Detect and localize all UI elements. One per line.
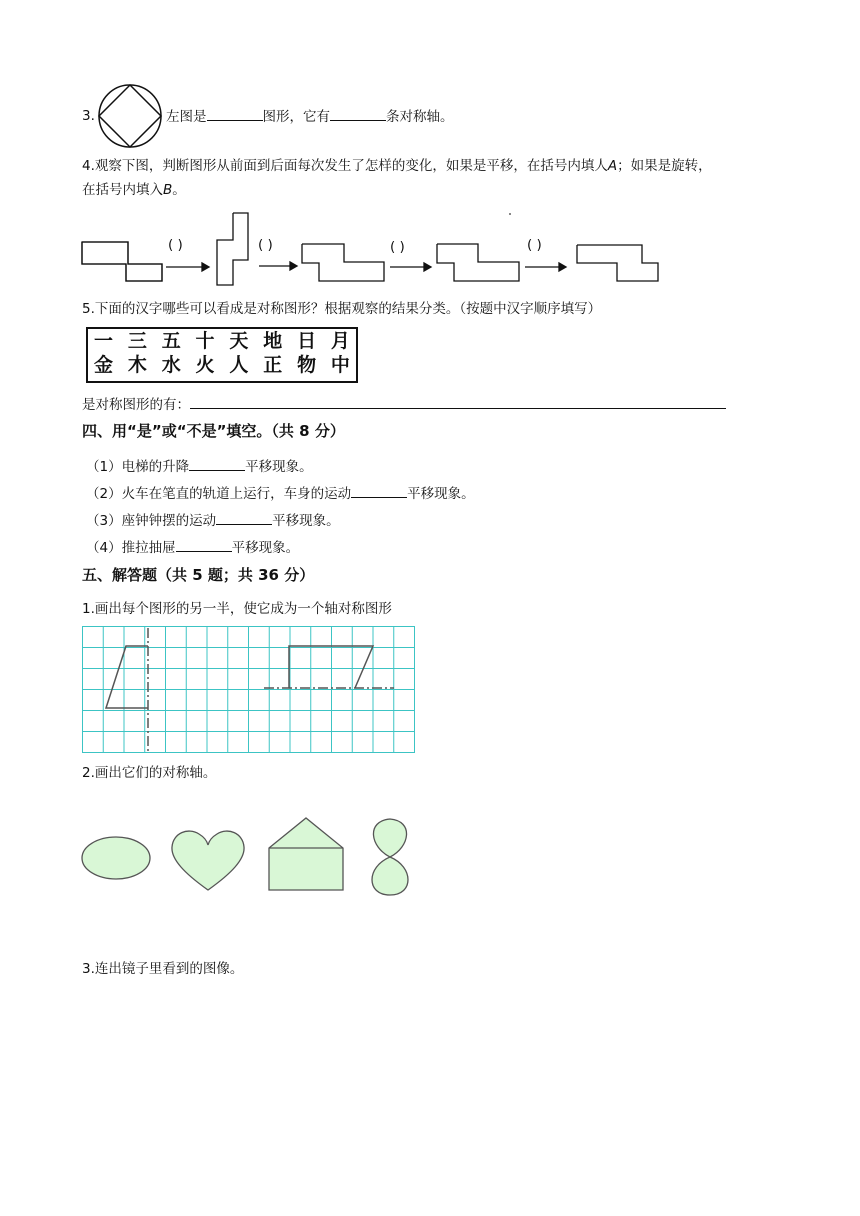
- char-row1-6: 日: [297, 330, 317, 352]
- s4-blank-4[interactable]: [176, 538, 232, 552]
- q4-line-1: 4.观察下图，判断图形从前面到后面每次发生了怎样的变化，如果是平移，在括号内填人A；如果是旋转，: [82, 158, 712, 174]
- heart-shape: [172, 831, 244, 890]
- q3-blank-2[interactable]: [330, 107, 386, 121]
- symmetric-shapes: [80, 815, 420, 900]
- z-shape-4: [437, 244, 519, 281]
- char-row2-2: 水: [161, 354, 181, 376]
- grid-figure: [82, 626, 415, 753]
- z-shape-2-rotated: [217, 213, 248, 285]
- stray-dot: [509, 213, 511, 215]
- q3-number: 3.: [82, 108, 95, 124]
- s4-item-3: （3）座钟钟摆的运动 平移现象。: [86, 513, 340, 529]
- ellipse-shape: [82, 837, 150, 879]
- s4-blank-1[interactable]: [189, 457, 245, 471]
- figure-eight-shape: [372, 819, 408, 895]
- q4-line-2: 在括号内填入B。: [82, 182, 186, 198]
- circle-square-figure: [96, 83, 164, 149]
- z-shape-3: [302, 244, 384, 281]
- q5-answer-blank[interactable]: [190, 395, 726, 409]
- section-4-title: 四、用“是”或“不是”填空。（共 8 分）: [82, 422, 345, 440]
- house-shape: [269, 818, 343, 890]
- paren-1[interactable]: ( ): [168, 237, 183, 253]
- char-row2-0: 金: [94, 354, 114, 376]
- q3-blank-1[interactable]: [207, 107, 263, 121]
- char-row-1: [88, 329, 356, 353]
- char-row1-5: 地: [263, 330, 283, 352]
- char-row2-6: 物: [297, 354, 317, 376]
- char-row1-0: 一: [94, 330, 114, 352]
- s4-item-1: （1）电梯的升降 平移现象。: [86, 459, 313, 475]
- s4-blank-2[interactable]: [351, 484, 407, 498]
- s4-item-2: （2）火车在笔直的轨道上运行，车身的运动 平移现象。: [86, 486, 475, 502]
- s4-blank-3[interactable]: [216, 511, 272, 525]
- q5-answer-line: 是对称图形的有：: [82, 395, 726, 414]
- char-row1-4: 天: [229, 330, 249, 352]
- char-row2-4: 人: [229, 354, 249, 376]
- paren-3[interactable]: ( ): [390, 239, 405, 255]
- s5-q2-text: 2.画出它们的对称轴。: [82, 765, 217, 781]
- z-shape-5: [577, 245, 658, 281]
- z-shape-1: [82, 242, 162, 281]
- char-row1-7: 月: [330, 330, 350, 352]
- paren-4[interactable]: ( ): [527, 237, 542, 253]
- char-row-2: [88, 353, 356, 377]
- s4-item-4: （4）推拉抽屉 平移现象。: [86, 540, 300, 556]
- s5-q1-text: 1.画出每个图形的另一半，使它成为一个轴对称图形: [82, 601, 392, 617]
- transform-sequence-figure: [78, 205, 668, 290]
- char-row1-2: 五: [161, 330, 181, 352]
- paren-2[interactable]: ( ): [258, 237, 273, 253]
- q5-text: 5.下面的汉字哪些可以看成是对称图形？根据观察的结果分类。（按题中汉字顺序填写）: [82, 301, 602, 317]
- char-row1-3: 十: [195, 330, 215, 352]
- section-5-title: 五、解答题（共 5 题；共 36 分）: [82, 566, 315, 584]
- half-trapezoid: [106, 646, 148, 708]
- s5-q3-text: 3.连出镜子里看到的图像。: [82, 961, 244, 977]
- char-row2-3: 火: [195, 354, 215, 376]
- char-row1-1: 三: [127, 330, 147, 352]
- char-row2-7: 中: [330, 354, 350, 376]
- char-row2-1: 木: [127, 354, 147, 376]
- char-row2-5: 正: [263, 354, 283, 376]
- q3-sentence: 左图是 图形，它有 条对称轴。: [166, 109, 454, 125]
- chinese-characters-box: [86, 327, 358, 383]
